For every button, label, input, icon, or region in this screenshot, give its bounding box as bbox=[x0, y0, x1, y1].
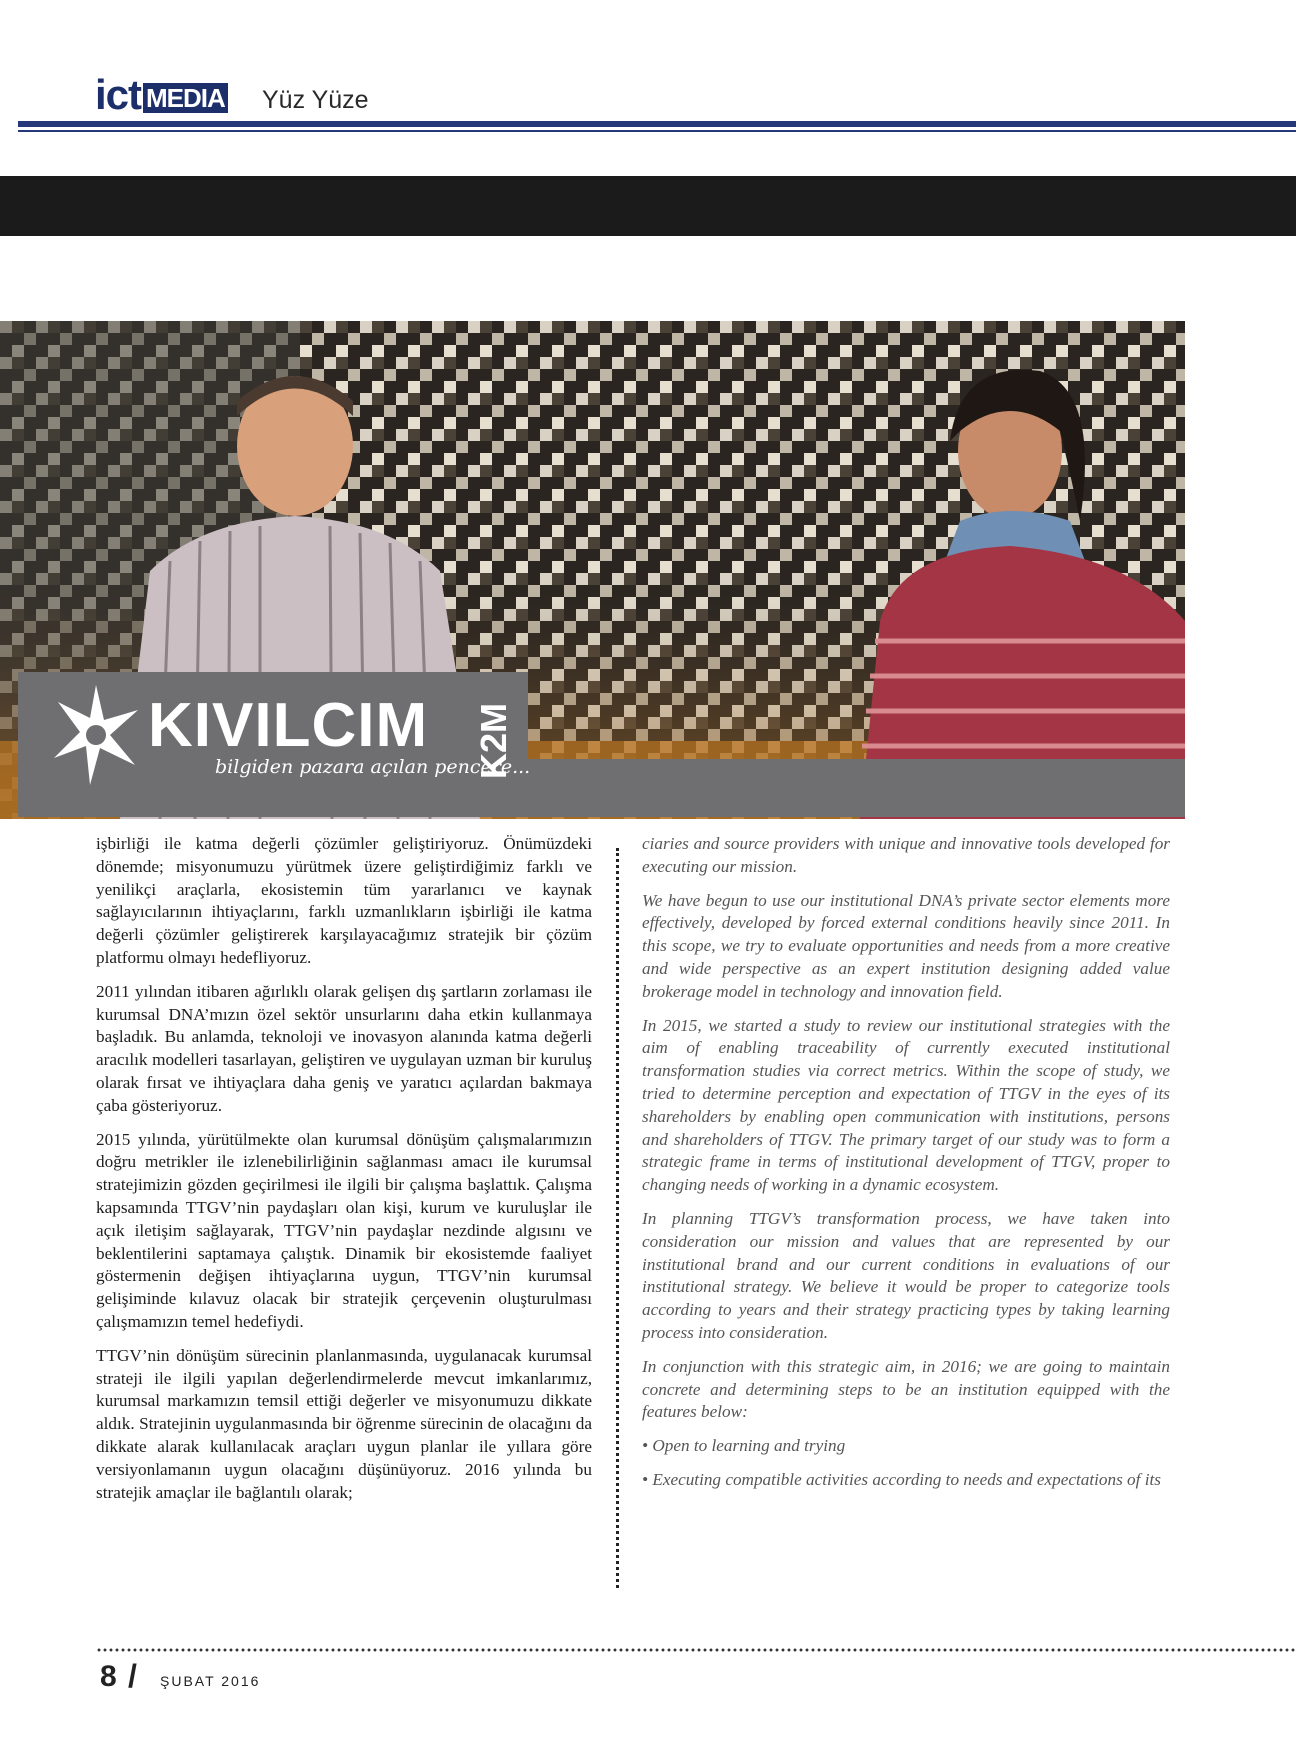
brand-tagline: bilgiden pazara açılan pencere... bbox=[215, 756, 531, 778]
page-header bbox=[0, 0, 1300, 130]
footer-slash: / bbox=[128, 1658, 137, 1694]
paragraph: In planning TTGV’s transformation process, we have taken into consideration our mission and values that are represented by our institutional brand and our current conditions in evaluations of our institutional strategy. We believe it would be proper to categorize tools according to years and their strategy practicing types by taking learning process into consideration. bbox=[642, 1208, 1170, 1342]
brand-code: K2M bbox=[473, 702, 515, 780]
ictmedia-logo: ict MEDIA bbox=[95, 74, 228, 116]
english-column bbox=[642, 833, 1170, 1503]
brand-name: KIVILCIM bbox=[148, 691, 429, 760]
paragraph: We have begun to use our institutional DNA’s private sector elements more effectively, developed by forced external conditions heavily since 2011. In this scope, we try to evaluate opportunities and needs from a more creative and wide perspective as an expert institution designing added value brokerage model in technology and innovation field. bbox=[642, 890, 1170, 1001]
turkish-column bbox=[96, 833, 592, 1515]
paragraph: 2015 yılında, yürütülmekte olan kurumsal dönüşüm çalışmalarımızın doğru metrikler ile izlenebilirliğinin sağlanması amacı ile kurumsal stratejimizin gözden geçirilmesi ile ilgili bir çalışma başlattık. Çalışma kapsamında TTGV’nin paydaşları olan kişi, kurum ve kuruluşlar ile açık iletişim sağlayarak, TTGV’nin paydaşlar nezdinde algısını ve beklentilerini saptamaya çalıştık. Dinamik bir ekosistemde faaliyet göstermenin değişen ihtiyaçlarına uygun, TTGV’nin kurumsal gelişiminde kılavuz olacak bir stratejik çerçevenin oluşturulması çalışmamızın temel hedefiydi. bbox=[96, 1129, 592, 1331]
header-rule bbox=[18, 121, 1296, 127]
paragraph: işbirliği ile katma değerli çözümler geliştiriyoruz. Önümüzdeki dönemde; misyonumuzu yürütmek üzere geliştirdiğimiz farklı ve yenilikçi araçlarla, ekosistemin tüm yararlanıcı ve kaynak sağlayıcılarının ihtiyaçlarını, farklı uzmanlıkların işbirliği ile katma değerli çözümler geliştirerek karşılayacağımız stratejik bir çözüm platformu olmayı hedefliyoruz. bbox=[96, 834, 592, 967]
header-rule-thin bbox=[18, 130, 1296, 132]
page-number: 8 bbox=[100, 1660, 117, 1693]
paragraph: In 2015, we started a study to review our institutional strategies with the aim of enabling traceability of currently executed institutional transformation studies via correct metrics. Within the scope of study, we tried to determine perception and expectation of TTGV in the eyes of its shareholders by enabling open communication with institutions, persons and shareholders of TTGV. The primary target of our study was to form a strategic frame in terms of institutional development of TTGV, proper to changing needs of working in a dynamic ecosystem. bbox=[642, 1015, 1170, 1195]
title-band bbox=[0, 176, 1296, 236]
bullet-item: • Executing compatible activities according to needs and expectations of its bbox=[642, 1469, 1161, 1489]
footer-rule bbox=[96, 1647, 1296, 1653]
issue-date: ŞUBAT 2016 bbox=[160, 1673, 261, 1689]
column-divider bbox=[616, 848, 619, 1588]
paragraph: In conjunction with this strategic aim, in 2016; we are going to maintain concrete and determining steps to be an institution equipped with the features below: bbox=[642, 1356, 1170, 1422]
spark-logo-icon bbox=[50, 680, 142, 790]
paragraph: TTGV’nin dönüşüm sürecinin planlanmasında, uygulanacak kurumsal strateji ile ilgili yapılan değerlendirmelerde mevcut imkanlarımız, kurumsal markamızın temsil ettiği değerler ve misyonumuzu dikkate aldık. Stratejinin uygulanmasında bir öğrenme sürecinin de olacağını da dikkate alarak kullanılacak araçları uygun planlar ile yıllara göre versiyonlamanın uygun olacağını düşünüyoruz. 2016 yılında bu stratejik amaçlar ile bağlantılı olarak; bbox=[96, 1345, 592, 1502]
bullet-item: • Open to learning and trying bbox=[642, 1436, 846, 1456]
section-title: Yüz Yüze bbox=[262, 86, 369, 114]
paragraph: 2011 yılından itibaren ağırlıklı olarak gelişen dış şartların zorlaması ile kurumsal DNA’mızın özel sektör unsurlarını daha etkin kullanmaya başladık. Bu anlamda, teknoloji ve inovasyon alanında katma değerli aracılık modelleri tasarlayan, geliştiren ve uygulayan uzman bir kuruluş olarak fırsat ve ihtiyaçlara daha geniş ve yaratıcı açılardan bakmaya çaba gösteriyoruz. bbox=[96, 981, 592, 1115]
banner-strip bbox=[528, 759, 1185, 817]
paragraph: ciaries and source providers with unique and innovative tools developed for executing our mission. bbox=[642, 834, 1170, 876]
